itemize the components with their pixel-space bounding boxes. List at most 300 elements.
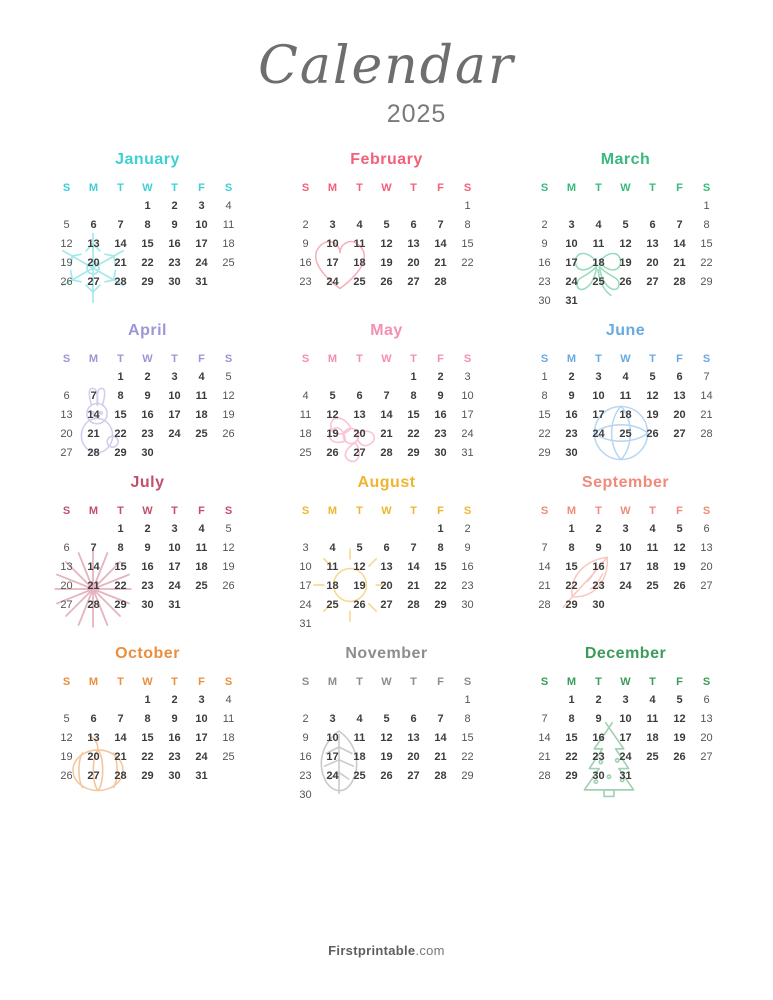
- day-cell[interactable]: 21: [538, 750, 551, 763]
- day-cell[interactable]: 18: [222, 731, 235, 744]
- day-cell[interactable]: 17: [461, 408, 474, 421]
- day-cell[interactable]: 24: [565, 275, 578, 288]
- day-cell[interactable]: 13: [407, 237, 420, 250]
- day-cell[interactable]: 12: [353, 560, 366, 573]
- day-cell[interactable]: 4: [595, 218, 602, 231]
- day-cell[interactable]: 24: [168, 427, 181, 440]
- day-cell[interactable]: 22: [114, 579, 127, 592]
- day-cell[interactable]: 26: [326, 446, 339, 459]
- day-cell[interactable]: 28: [434, 275, 447, 288]
- day-cell[interactable]: 23: [141, 579, 154, 592]
- day-cell[interactable]: 3: [464, 370, 471, 383]
- day-cell[interactable]: 10: [195, 712, 208, 725]
- day-cell[interactable]: 9: [568, 389, 575, 402]
- day-cell[interactable]: 30: [168, 769, 181, 782]
- day-cell[interactable]: 30: [538, 294, 551, 307]
- day-cell[interactable]: 21: [380, 427, 393, 440]
- day-cell[interactable]: 28: [434, 769, 447, 782]
- day-cell[interactable]: 14: [87, 408, 100, 421]
- day-cell[interactable]: 15: [114, 560, 127, 573]
- day-cell[interactable]: 23: [461, 579, 474, 592]
- day-cell[interactable]: 19: [222, 560, 235, 573]
- day-cell[interactable]: 19: [380, 750, 393, 763]
- day-cell[interactable]: 6: [63, 541, 70, 554]
- day-cell[interactable]: 20: [87, 256, 100, 269]
- day-cell[interactable]: 20: [60, 579, 73, 592]
- day-cell[interactable]: 26: [619, 275, 632, 288]
- day-cell[interactable]: 21: [407, 579, 420, 592]
- day-cell[interactable]: 9: [144, 541, 151, 554]
- day-cell[interactable]: 8: [144, 218, 151, 231]
- day-cell[interactable]: 11: [619, 389, 632, 402]
- day-cell[interactable]: 27: [60, 598, 73, 611]
- day-cell[interactable]: 21: [434, 256, 447, 269]
- day-cell[interactable]: 24: [592, 427, 605, 440]
- day-cell[interactable]: 13: [380, 560, 393, 573]
- day-cell[interactable]: 4: [198, 522, 205, 535]
- day-cell[interactable]: 26: [222, 579, 235, 592]
- day-cell[interactable]: 5: [329, 389, 336, 402]
- day-cell[interactable]: 17: [195, 237, 208, 250]
- day-cell[interactable]: 25: [222, 256, 235, 269]
- day-cell[interactable]: 22: [114, 427, 127, 440]
- day-cell[interactable]: 13: [87, 731, 100, 744]
- day-cell[interactable]: 22: [538, 427, 551, 440]
- day-cell[interactable]: 26: [60, 275, 73, 288]
- day-cell[interactable]: 19: [353, 579, 366, 592]
- day-cell[interactable]: 21: [87, 579, 100, 592]
- day-cell[interactable]: 2: [437, 370, 444, 383]
- day-cell[interactable]: 1: [437, 522, 444, 535]
- day-cell[interactable]: 12: [646, 389, 659, 402]
- day-cell[interactable]: 13: [60, 560, 73, 573]
- day-cell[interactable]: 28: [87, 598, 100, 611]
- day-cell[interactable]: 19: [673, 560, 686, 573]
- day-cell[interactable]: 22: [700, 256, 713, 269]
- day-cell[interactable]: 5: [622, 218, 629, 231]
- day-cell[interactable]: 26: [353, 598, 366, 611]
- day-cell[interactable]: 5: [63, 218, 70, 231]
- day-cell[interactable]: 9: [541, 237, 548, 250]
- day-cell[interactable]: 14: [538, 731, 551, 744]
- day-cell[interactable]: 15: [461, 237, 474, 250]
- day-cell[interactable]: 18: [222, 237, 235, 250]
- day-cell[interactable]: 4: [649, 522, 656, 535]
- day-cell[interactable]: 25: [646, 579, 659, 592]
- day-cell[interactable]: 11: [222, 218, 235, 231]
- day-cell[interactable]: 16: [565, 408, 578, 421]
- day-cell[interactable]: 8: [117, 541, 124, 554]
- day-cell[interactable]: 2: [171, 693, 178, 706]
- day-cell[interactable]: 16: [461, 560, 474, 573]
- day-cell[interactable]: 6: [410, 712, 417, 725]
- day-cell[interactable]: 17: [326, 750, 339, 763]
- day-cell[interactable]: 29: [538, 446, 551, 459]
- day-cell[interactable]: 7: [437, 712, 444, 725]
- day-cell[interactable]: 6: [90, 218, 97, 231]
- day-cell[interactable]: 29: [141, 275, 154, 288]
- day-cell[interactable]: 24: [326, 769, 339, 782]
- day-cell[interactable]: 22: [565, 750, 578, 763]
- day-cell[interactable]: 20: [60, 427, 73, 440]
- day-cell[interactable]: 8: [144, 712, 151, 725]
- day-cell[interactable]: 31: [299, 617, 312, 630]
- day-cell[interactable]: 19: [60, 750, 73, 763]
- day-cell[interactable]: 16: [538, 256, 551, 269]
- day-cell[interactable]: 9: [595, 541, 602, 554]
- day-cell[interactable]: 30: [565, 446, 578, 459]
- day-cell[interactable]: 8: [464, 712, 471, 725]
- day-cell[interactable]: 24: [195, 750, 208, 763]
- day-cell[interactable]: 7: [676, 218, 683, 231]
- day-cell[interactable]: 8: [117, 389, 124, 402]
- day-cell[interactable]: 7: [410, 541, 417, 554]
- day-cell[interactable]: 31: [565, 294, 578, 307]
- day-cell[interactable]: 16: [592, 560, 605, 573]
- day-cell[interactable]: 2: [302, 218, 309, 231]
- day-cell[interactable]: 5: [649, 370, 656, 383]
- day-cell[interactable]: 1: [541, 370, 548, 383]
- day-cell[interactable]: 4: [329, 541, 336, 554]
- day-cell[interactable]: 4: [302, 389, 309, 402]
- day-cell[interactable]: 16: [299, 750, 312, 763]
- day-cell[interactable]: 19: [222, 408, 235, 421]
- day-cell[interactable]: 9: [302, 731, 309, 744]
- day-cell[interactable]: 19: [646, 408, 659, 421]
- day-cell[interactable]: 19: [673, 731, 686, 744]
- day-cell[interactable]: 4: [198, 370, 205, 383]
- day-cell[interactable]: 22: [461, 750, 474, 763]
- day-cell[interactable]: 5: [356, 541, 363, 554]
- day-cell[interactable]: 15: [434, 560, 447, 573]
- day-cell[interactable]: 11: [353, 237, 366, 250]
- day-cell[interactable]: 12: [60, 731, 73, 744]
- day-cell[interactable]: 18: [195, 408, 208, 421]
- day-cell[interactable]: 11: [353, 731, 366, 744]
- day-cell[interactable]: 3: [329, 712, 336, 725]
- day-cell[interactable]: 11: [195, 541, 208, 554]
- day-cell[interactable]: 27: [353, 446, 366, 459]
- day-cell[interactable]: 1: [144, 693, 151, 706]
- day-cell[interactable]: 14: [434, 731, 447, 744]
- day-cell[interactable]: 25: [195, 579, 208, 592]
- day-cell[interactable]: 10: [619, 541, 632, 554]
- day-cell[interactable]: 15: [114, 408, 127, 421]
- day-cell[interactable]: 7: [541, 712, 548, 725]
- day-cell[interactable]: 24: [326, 275, 339, 288]
- day-cell[interactable]: 25: [222, 750, 235, 763]
- day-cell[interactable]: 11: [326, 560, 339, 573]
- day-cell[interactable]: 8: [568, 541, 575, 554]
- day-cell[interactable]: 18: [195, 560, 208, 573]
- day-cell[interactable]: 29: [114, 598, 127, 611]
- day-cell[interactable]: 13: [407, 731, 420, 744]
- day-cell[interactable]: 1: [410, 370, 417, 383]
- day-cell[interactable]: 15: [141, 731, 154, 744]
- day-cell[interactable]: 12: [619, 237, 632, 250]
- day-cell[interactable]: 9: [144, 389, 151, 402]
- day-cell[interactable]: 27: [673, 427, 686, 440]
- day-cell[interactable]: 15: [141, 237, 154, 250]
- day-cell[interactable]: 31: [461, 446, 474, 459]
- day-cell[interactable]: 6: [649, 218, 656, 231]
- day-cell[interactable]: 9: [302, 237, 309, 250]
- day-cell[interactable]: 2: [595, 522, 602, 535]
- day-cell[interactable]: 22: [141, 256, 154, 269]
- day-cell[interactable]: 18: [326, 579, 339, 592]
- day-cell[interactable]: 23: [299, 769, 312, 782]
- day-cell[interactable]: 30: [168, 275, 181, 288]
- day-cell[interactable]: 31: [195, 275, 208, 288]
- day-cell[interactable]: 20: [407, 256, 420, 269]
- day-cell[interactable]: 10: [592, 389, 605, 402]
- day-cell[interactable]: 17: [168, 560, 181, 573]
- day-cell[interactable]: 18: [353, 750, 366, 763]
- day-cell[interactable]: 7: [90, 389, 97, 402]
- day-cell[interactable]: 2: [595, 693, 602, 706]
- day-cell[interactable]: 5: [676, 522, 683, 535]
- day-cell[interactable]: 10: [168, 541, 181, 554]
- day-cell[interactable]: 20: [87, 750, 100, 763]
- day-cell[interactable]: 10: [461, 389, 474, 402]
- day-cell[interactable]: 16: [141, 560, 154, 573]
- day-cell[interactable]: 31: [619, 769, 632, 782]
- day-cell[interactable]: 7: [703, 370, 710, 383]
- day-cell[interactable]: 29: [565, 769, 578, 782]
- day-cell[interactable]: 20: [700, 560, 713, 573]
- day-cell[interactable]: 5: [225, 522, 232, 535]
- day-cell[interactable]: 28: [538, 769, 551, 782]
- day-cell[interactable]: 17: [299, 579, 312, 592]
- day-cell[interactable]: 1: [568, 522, 575, 535]
- day-cell[interactable]: 6: [383, 541, 390, 554]
- day-cell[interactable]: 14: [114, 731, 127, 744]
- day-cell[interactable]: 20: [380, 579, 393, 592]
- day-cell[interactable]: 25: [326, 598, 339, 611]
- day-cell[interactable]: 5: [63, 712, 70, 725]
- day-cell[interactable]: 24: [619, 750, 632, 763]
- day-cell[interactable]: 17: [168, 408, 181, 421]
- day-cell[interactable]: 5: [225, 370, 232, 383]
- day-cell[interactable]: 14: [87, 560, 100, 573]
- day-cell[interactable]: 25: [619, 427, 632, 440]
- day-cell[interactable]: 17: [619, 731, 632, 744]
- day-cell[interactable]: 3: [568, 218, 575, 231]
- day-cell[interactable]: 8: [703, 218, 710, 231]
- day-cell[interactable]: 29: [565, 598, 578, 611]
- day-cell[interactable]: 4: [225, 693, 232, 706]
- day-cell[interactable]: 20: [673, 408, 686, 421]
- day-cell[interactable]: 30: [141, 446, 154, 459]
- day-cell[interactable]: 25: [195, 427, 208, 440]
- day-cell[interactable]: 7: [117, 712, 124, 725]
- day-cell[interactable]: 12: [673, 541, 686, 554]
- day-cell[interactable]: 30: [141, 598, 154, 611]
- day-cell[interactable]: 27: [380, 598, 393, 611]
- day-cell[interactable]: 2: [302, 712, 309, 725]
- day-cell[interactable]: 26: [673, 750, 686, 763]
- day-cell[interactable]: 1: [464, 693, 471, 706]
- day-cell[interactable]: 28: [407, 598, 420, 611]
- day-cell[interactable]: 31: [168, 598, 181, 611]
- day-cell[interactable]: 27: [60, 446, 73, 459]
- day-cell[interactable]: 28: [538, 598, 551, 611]
- day-cell[interactable]: 28: [673, 275, 686, 288]
- day-cell[interactable]: 19: [619, 256, 632, 269]
- day-cell[interactable]: 10: [326, 731, 339, 744]
- day-cell[interactable]: 14: [380, 408, 393, 421]
- day-cell[interactable]: 14: [538, 560, 551, 573]
- day-cell[interactable]: 23: [565, 427, 578, 440]
- day-cell[interactable]: 14: [434, 237, 447, 250]
- day-cell[interactable]: 7: [541, 541, 548, 554]
- day-cell[interactable]: 10: [565, 237, 578, 250]
- day-cell[interactable]: 16: [141, 408, 154, 421]
- day-cell[interactable]: 7: [117, 218, 124, 231]
- day-cell[interactable]: 5: [383, 218, 390, 231]
- day-cell[interactable]: 18: [299, 427, 312, 440]
- day-cell[interactable]: 3: [595, 370, 602, 383]
- day-cell[interactable]: 22: [434, 579, 447, 592]
- day-cell[interactable]: 6: [703, 522, 710, 535]
- day-cell[interactable]: 14: [407, 560, 420, 573]
- day-cell[interactable]: 8: [437, 541, 444, 554]
- day-cell[interactable]: 18: [353, 256, 366, 269]
- day-cell[interactable]: 11: [222, 712, 235, 725]
- day-cell[interactable]: 7: [90, 541, 97, 554]
- day-cell[interactable]: 27: [87, 275, 100, 288]
- day-cell[interactable]: 23: [168, 750, 181, 763]
- day-cell[interactable]: 4: [225, 199, 232, 212]
- day-cell[interactable]: 6: [410, 218, 417, 231]
- day-cell[interactable]: 2: [464, 522, 471, 535]
- day-cell[interactable]: 11: [646, 541, 659, 554]
- day-cell[interactable]: 3: [622, 522, 629, 535]
- day-cell[interactable]: 14: [700, 389, 713, 402]
- day-cell[interactable]: 13: [700, 541, 713, 554]
- day-cell[interactable]: 21: [673, 256, 686, 269]
- day-cell[interactable]: 2: [171, 199, 178, 212]
- day-cell[interactable]: 27: [407, 769, 420, 782]
- day-cell[interactable]: 28: [114, 275, 127, 288]
- day-cell[interactable]: 27: [407, 275, 420, 288]
- day-cell[interactable]: 6: [356, 389, 363, 402]
- day-cell[interactable]: 22: [407, 427, 420, 440]
- day-cell[interactable]: 28: [700, 427, 713, 440]
- day-cell[interactable]: 25: [592, 275, 605, 288]
- day-cell[interactable]: 9: [171, 218, 178, 231]
- day-cell[interactable]: 22: [141, 750, 154, 763]
- day-cell[interactable]: 4: [356, 712, 363, 725]
- day-cell[interactable]: 15: [565, 560, 578, 573]
- day-cell[interactable]: 26: [673, 579, 686, 592]
- day-cell[interactable]: 21: [700, 408, 713, 421]
- day-cell[interactable]: 2: [144, 522, 151, 535]
- day-cell[interactable]: 24: [461, 427, 474, 440]
- day-cell[interactable]: 15: [565, 731, 578, 744]
- day-cell[interactable]: 18: [646, 560, 659, 573]
- day-cell[interactable]: 20: [353, 427, 366, 440]
- day-cell[interactable]: 20: [700, 731, 713, 744]
- day-cell[interactable]: 14: [114, 237, 127, 250]
- day-cell[interactable]: 1: [464, 199, 471, 212]
- day-cell[interactable]: 12: [326, 408, 339, 421]
- day-cell[interactable]: 18: [619, 408, 632, 421]
- day-cell[interactable]: 11: [195, 389, 208, 402]
- day-cell[interactable]: 26: [380, 275, 393, 288]
- day-cell[interactable]: 3: [171, 370, 178, 383]
- day-cell[interactable]: 3: [198, 693, 205, 706]
- day-cell[interactable]: 12: [60, 237, 73, 250]
- day-cell[interactable]: 26: [60, 769, 73, 782]
- day-cell[interactable]: 20: [407, 750, 420, 763]
- day-cell[interactable]: 10: [195, 218, 208, 231]
- day-cell[interactable]: 30: [434, 446, 447, 459]
- day-cell[interactable]: 6: [90, 712, 97, 725]
- day-cell[interactable]: 2: [541, 218, 548, 231]
- day-cell[interactable]: 12: [380, 237, 393, 250]
- day-cell[interactable]: 16: [434, 408, 447, 421]
- day-cell[interactable]: 18: [592, 256, 605, 269]
- day-cell[interactable]: 27: [87, 769, 100, 782]
- day-cell[interactable]: 1: [568, 693, 575, 706]
- day-cell[interactable]: 27: [700, 750, 713, 763]
- day-cell[interactable]: 27: [700, 579, 713, 592]
- day-cell[interactable]: 10: [326, 237, 339, 250]
- day-cell[interactable]: 6: [703, 693, 710, 706]
- day-cell[interactable]: 24: [168, 579, 181, 592]
- day-cell[interactable]: 28: [380, 446, 393, 459]
- day-cell[interactable]: 17: [326, 256, 339, 269]
- day-cell[interactable]: 19: [380, 256, 393, 269]
- day-cell[interactable]: 3: [302, 541, 309, 554]
- day-cell[interactable]: 12: [222, 541, 235, 554]
- day-cell[interactable]: 21: [538, 579, 551, 592]
- day-cell[interactable]: 24: [619, 579, 632, 592]
- day-cell[interactable]: 13: [673, 389, 686, 402]
- day-cell[interactable]: 26: [646, 427, 659, 440]
- day-cell[interactable]: 10: [619, 712, 632, 725]
- day-cell[interactable]: 17: [195, 731, 208, 744]
- day-cell[interactable]: 10: [168, 389, 181, 402]
- day-cell[interactable]: 15: [700, 237, 713, 250]
- day-cell[interactable]: 1: [117, 522, 124, 535]
- day-cell[interactable]: 23: [538, 275, 551, 288]
- day-cell[interactable]: 13: [353, 408, 366, 421]
- day-cell[interactable]: 6: [676, 370, 683, 383]
- day-cell[interactable]: 1: [144, 199, 151, 212]
- day-cell[interactable]: 16: [168, 237, 181, 250]
- day-cell[interactable]: 28: [87, 446, 100, 459]
- day-cell[interactable]: 29: [700, 275, 713, 288]
- day-cell[interactable]: 14: [673, 237, 686, 250]
- day-cell[interactable]: 3: [198, 199, 205, 212]
- day-cell[interactable]: 8: [541, 389, 548, 402]
- day-cell[interactable]: 20: [646, 256, 659, 269]
- day-cell[interactable]: 2: [568, 370, 575, 383]
- day-cell[interactable]: 24: [195, 256, 208, 269]
- day-cell[interactable]: 10: [299, 560, 312, 573]
- day-cell[interactable]: 27: [646, 275, 659, 288]
- day-cell[interactable]: 25: [646, 750, 659, 763]
- day-cell[interactable]: 9: [595, 712, 602, 725]
- day-cell[interactable]: 3: [329, 218, 336, 231]
- day-cell[interactable]: 21: [434, 750, 447, 763]
- day-cell[interactable]: 4: [649, 693, 656, 706]
- day-cell[interactable]: 31: [195, 769, 208, 782]
- day-cell[interactable]: 25: [353, 275, 366, 288]
- day-cell[interactable]: 21: [114, 256, 127, 269]
